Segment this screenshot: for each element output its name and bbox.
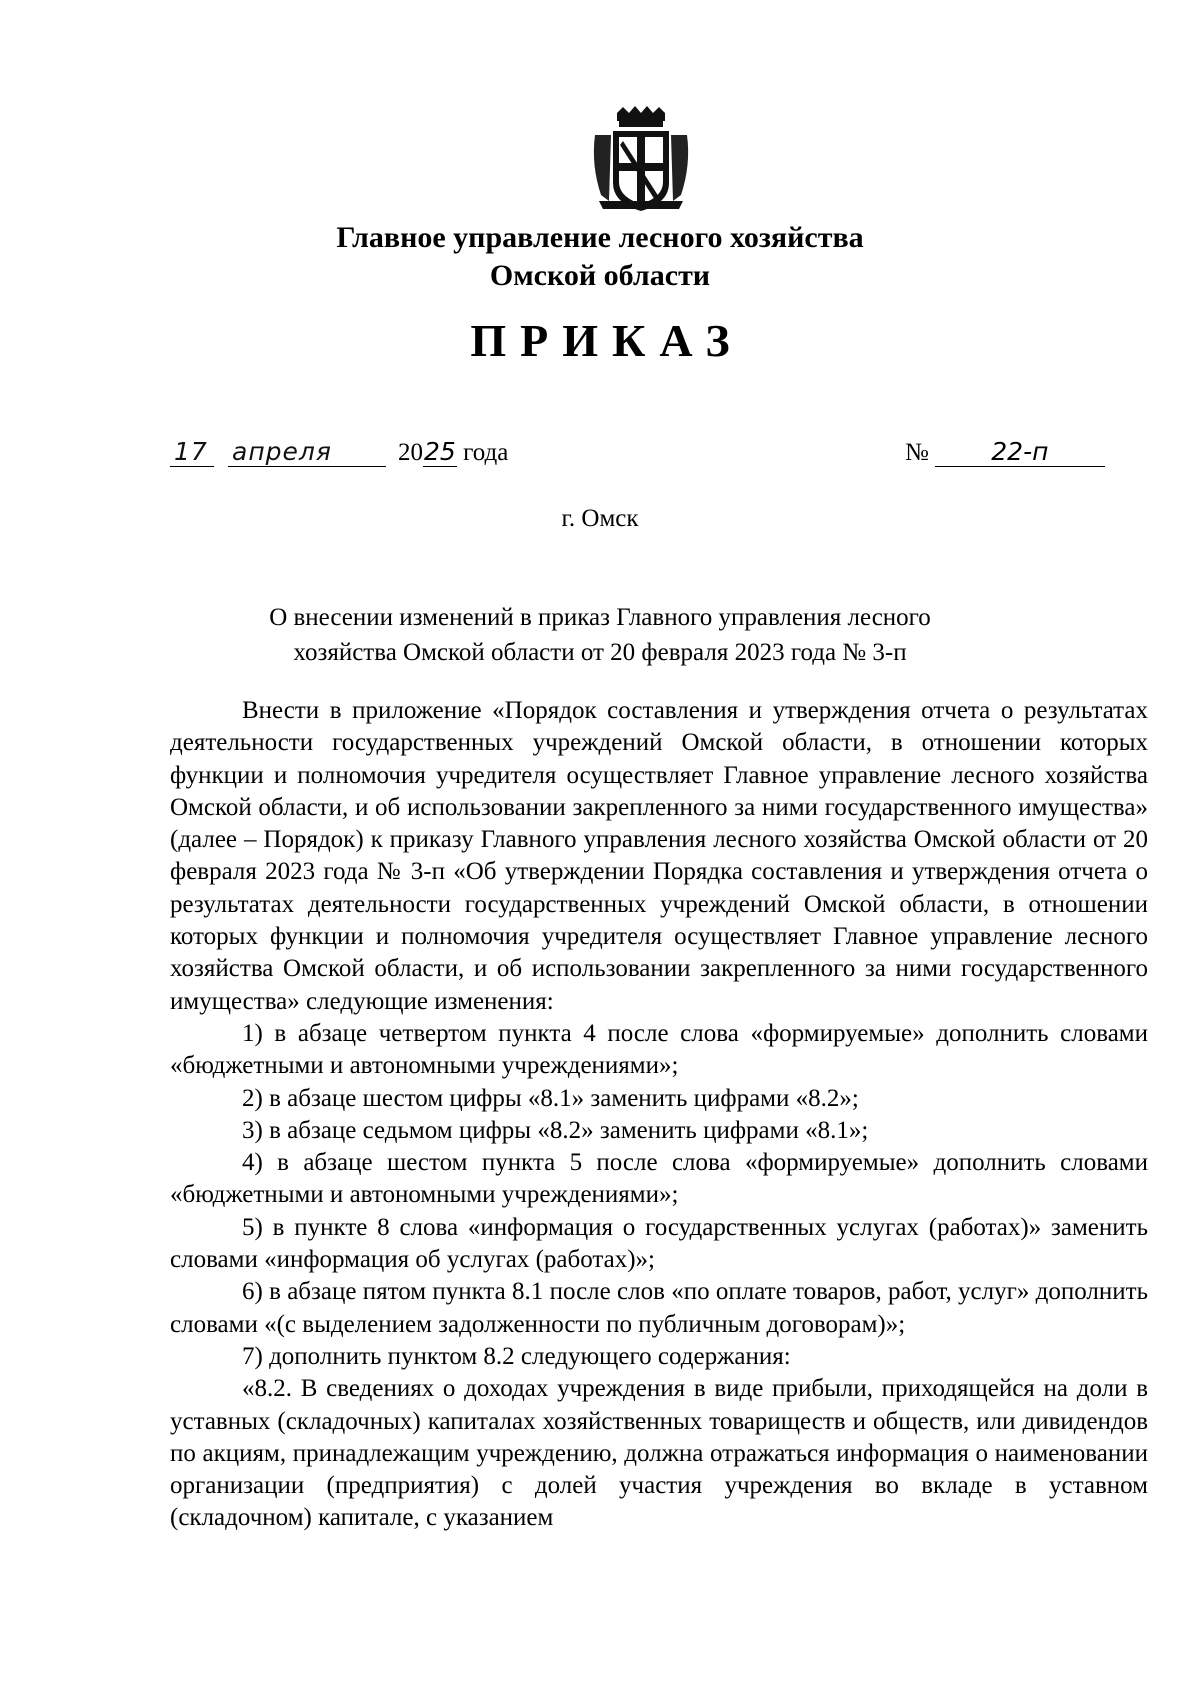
body-paragraph: Внести в приложение «Порядок составления и утверждения отчета о результатах деятельности государственных учреждений Омской области, в отношении которых функции и полномочия учредителя осуществляет Главное управление лесного хозяйства Омской области, и об использовании закрепленного за ними государственного имущества» (далее – Порядок) к приказу Главного управления лесного хозяйства Омской области от 20 февраля 2023 года № 3-п «Об утверждении Порядка составления и утверждения отчета о результатах деятельности государственных учреждений Омской области, в отношении которых функции и полномочия учредителя осуществляет Главное управление лесного хозяйства Омской области, и об использовании закрепленного за ними государственного имущества» следующие изменения:	[170, 697, 1148, 1015]
date-year-suffix: 25	[424, 437, 456, 466]
body-paragraph: «8.2. В сведениях о доходах учреждения в виде прибыли, приходящейся на доли в уставных (складочных) капиталах хозяйственных товариществ и обществ, или дивидендов по акциям, принадлежащим учреждению, должна отражаться информация о наименовании организации (предприятия) с долей участия учреждения во вкладе в уставном (складочном) капитале, с указанием	[170, 1375, 1148, 1532]
document-body	[170, 695, 1148, 1535]
subject-line1: О внесении изменений в приказ Главного управления лесного	[269, 604, 931, 631]
date-year-prefix: 20	[398, 439, 423, 466]
organization-name-line1: Главное управление лесного хозяйства	[336, 221, 864, 254]
number-value: 22-п	[935, 437, 1105, 467]
body-paragraph: 7) дополнить пунктом 8.2 следующего содержания:	[242, 1342, 791, 1370]
body-paragraph: 6) в абзаце пятом пункта 8.1 после слов «по оплате товаров, работ, услуг» дополнить словами «(с выделением задолженности по публичным договорам)»;	[170, 1278, 1148, 1338]
document-number	[905, 437, 1105, 467]
document-title: ПРИКАЗ	[470, 315, 744, 366]
number-label: №	[905, 439, 929, 466]
body-paragraph: 4) в абзаце шестом пункта 5 после слова «формируемые» дополнить словами «бюджетными и автономными учреждениями»;	[170, 1149, 1148, 1209]
body-paragraph: 1) в абзаце четвертом пункта 4 после слова «формируемые» дополнить словами «бюджетными и автономными учреждениями»;	[170, 1019, 1148, 1080]
body-paragraph: 5) в пункте 8 слова «информация о государственных услугах (работах)» заменить словами «информация об услугах (работах)»;	[170, 1213, 1148, 1274]
document-date	[170, 437, 508, 467]
date-month: апреля	[228, 437, 386, 467]
omsk-coat-of-arms-icon	[589, 105, 693, 215]
city: г. Омск	[561, 505, 639, 532]
body-paragraph: 2) в абзаце шестом цифры «8.1» заменить цифрами «8.2»;	[242, 1084, 859, 1112]
document-subject	[0, 600, 1200, 670]
organization-name-line2: Омской области	[489, 259, 711, 292]
date-day: 17	[170, 437, 214, 467]
subject-line2: хозяйства Омской области от 20 февраля 2023 года № 3-п	[293, 639, 907, 666]
date-year-word: года	[463, 439, 509, 466]
body-paragraph: 3) в абзаце седьмом цифры «8.2» заменить цифрами «8.1»;	[242, 1116, 869, 1144]
